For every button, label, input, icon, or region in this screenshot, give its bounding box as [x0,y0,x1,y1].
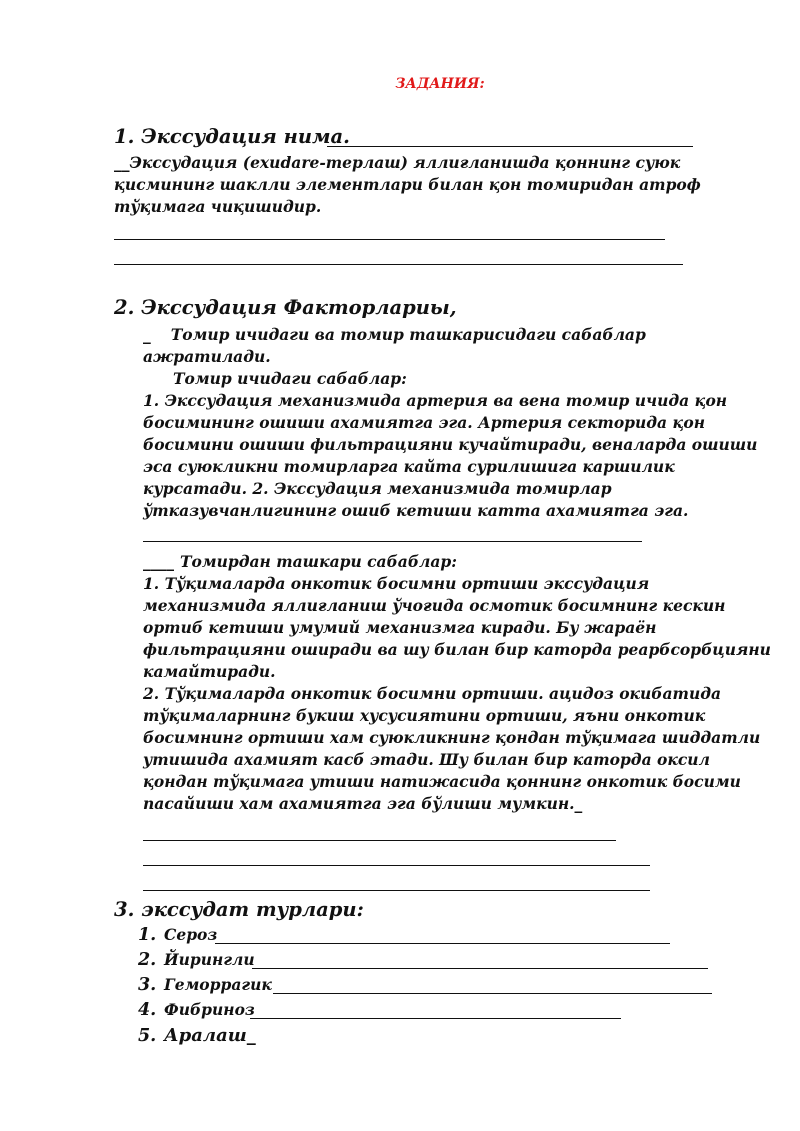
text-line: босимнинг ортиши хам суюкликнинг қондан тўқимага шиддатли [143,728,761,747]
text-line: 1. Экссудация механизмида артерия ва вена томир ичида қон [143,391,728,410]
list-label: Геморрагик [164,975,272,994]
question-1-answer [114,152,701,218]
text-line: ўтказувчанлигининг ошиб кетиши катта ахамиятга эга. [143,501,689,520]
text-line: фильтрацияни оширади ва шу билан бир каторда реарбсорбцияни [143,640,771,659]
intro-line: ажратилади. [143,347,271,366]
answer-line: Экссудация (exudare-терлаш) яллиғланишда қоннинг суюк [129,153,681,172]
answer-line: қисмининг шаклли элементлари билан қон томиридан атроф [114,175,701,194]
question-1-heading-underline [327,146,693,147]
text-line: 1. Тўқималарда онкотик босимни ортиши экссудация [143,574,650,593]
outer-causes-text [143,573,771,815]
answer-blank-line [215,943,670,944]
text-line: эса суюкликни томирларга кайта сурилишига каршилик [143,457,675,476]
question-1-heading: 1. Экссудация нима. [114,125,350,148]
list-label: Сероз [164,925,218,944]
text-line: босимининг ошиши ахамиятга эга. Артерия секторида қон [143,413,706,432]
inner-causes-text [143,390,757,522]
question-2-intro [143,324,646,368]
text-line: курсатади. 2. Экссудация механизмида томирлар [143,479,612,498]
text-line: босимини ошиши фильтрацияни кучайтиради, веналарда ошиши [143,435,758,454]
list-number: 4. [138,1000,157,1020]
list-number: 1. [138,925,157,945]
answer-blank-line [143,541,642,542]
question-3-heading: 3. экссудат турлари: [114,898,364,921]
text-line: утишида ахамият касб этади. Шу билан бир каторда оксил [143,750,710,769]
list-label: Йирингли [164,950,255,969]
text-line: тўқималарнинг букиш хусусиятини ортиши, яъни онкотик [143,706,706,725]
text-line: 2. Тўқималарда онкотик босимни ортиши. ацидоз окибатида [143,684,722,703]
outer-causes-heading [143,551,457,573]
list-item [138,925,217,945]
intro-line: Томир ичидаги ва томир ташкарисидаги сабаблар [170,325,646,344]
text-line: ортиб кетиши умумий механизмга киради. Бу жараён [143,618,657,637]
intro-prefix: _ [143,325,151,344]
answer-blank-line [252,968,708,969]
outer-prefix: ____ [143,552,174,571]
answer-blank-line [143,890,650,891]
answer-line: тўқимага чиқишидир. [114,197,322,216]
text-line: механизмида яллиғланиш ўчоғида осмотик босимнинг кескин [143,596,726,615]
text-line: қондан тўқимага утиши натижасида қоннинг онкотик босими [143,772,741,791]
question-2-heading: 2. Экссудация Факторлариы, [114,296,457,319]
outer-heading-text: Томирдан ташкари сабаблар: [180,552,457,571]
list-item [138,1000,255,1020]
list-number: 3. [138,975,157,995]
list-item [138,975,272,995]
inner-causes-heading: Томир ичидаги сабаблар: [173,369,407,388]
list-item [138,950,255,970]
answer-blank-line [114,239,665,240]
list-number: 5. [138,1026,157,1046]
answer-blank-line [273,993,712,994]
text-line: пасайиши хам ахамиятга эга бўлиши мумкин._ [143,794,583,813]
answer-blank-line [250,1018,621,1019]
list-number: 2. [138,950,157,970]
answer-blank-line [143,840,616,841]
list-label: Аралаш_ [164,1025,256,1046]
answer-blank-line [114,264,683,265]
page-title: ЗАДАНИЯ: [395,76,485,92]
answer-blank-line [143,865,650,866]
text-line: камайтиради. [143,662,276,681]
list-item [138,1025,256,1046]
list-label: Фибриноз [164,1000,255,1019]
answer-prefix: __ [114,153,130,172]
